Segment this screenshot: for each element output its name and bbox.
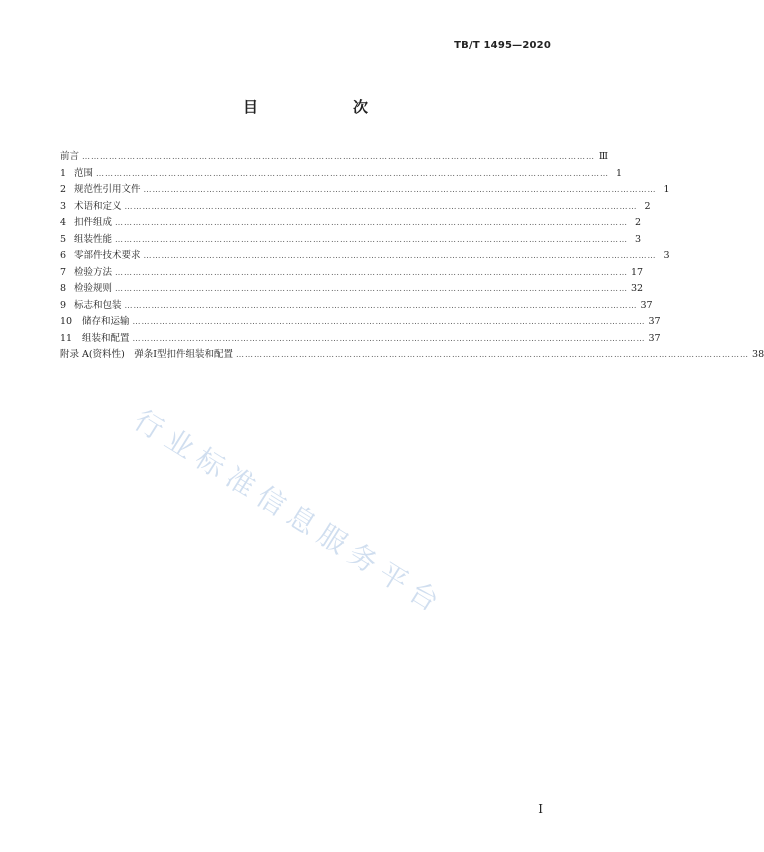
toc-label: 组装和配置 (82, 332, 130, 344)
toc-leader: ……………………………………………………………………………………………………………………………………………………… (115, 267, 629, 277)
toc-leader: ……………………………………………………………………………………………………………………………………………………… (124, 300, 638, 310)
toc-entry-3[interactable] (60, 198, 651, 215)
toc-entry-9[interactable] (60, 297, 653, 314)
page-title: 目 次 (242, 98, 408, 116)
toc-page: 37 (640, 299, 653, 311)
toc-entry-foreword[interactable] (60, 148, 609, 165)
toc-entry-1[interactable] (60, 165, 623, 182)
toc-page: 37 (648, 316, 661, 327)
toc-page: 38 (752, 349, 764, 360)
toc-number: 1 (60, 167, 67, 179)
toc-label: 术语和定义 (74, 200, 122, 212)
toc-page: 3 (663, 250, 670, 261)
toc-number: 8 (60, 283, 67, 294)
toc-leader: ……………………………………………………………………………………………………………………………………………………… (115, 234, 629, 244)
toc-label: 零部件技术要求 (74, 250, 141, 261)
toc-label: 范围 (74, 167, 94, 179)
toc-number: 2 (60, 184, 67, 195)
toc-leader: ……………………………………………………………………………………………………………………………………………………… (124, 201, 638, 211)
toc-label: 储存和运输 (82, 316, 130, 327)
toc-label: 检验规则 (74, 283, 113, 294)
toc-label: 标志和包装 (74, 299, 122, 311)
toc-page: 3 (634, 233, 642, 245)
toc-label: 组装性能 (74, 233, 113, 245)
toc-leader: ……………………………………………………………………………………………………………………………………………………… (143, 185, 657, 194)
toc-number: 7 (60, 266, 67, 278)
toc-page: 2 (634, 217, 642, 228)
toc-label: 检验方法 (74, 266, 113, 278)
toc-number: 4 (60, 217, 67, 228)
toc-page: 1 (663, 184, 670, 195)
toc-page: 1 (615, 167, 623, 179)
toc-entry-2[interactable] (60, 181, 670, 198)
toc-number: 6 (60, 250, 67, 261)
page-number: Ⅰ (538, 802, 543, 816)
table-of-contents (60, 148, 764, 363)
toc-leader: ……………………………………………………………………………………………………………………………………………………… (82, 152, 596, 161)
toc-label: 规范性引用文件 (74, 184, 141, 195)
toc-leader: ……………………………………………………………………………………………………………………………………………………… (96, 168, 610, 178)
toc-entry-8[interactable] (60, 280, 644, 297)
toc-number: 5 (60, 233, 67, 245)
toc-label: 扣件组成 (74, 217, 113, 228)
watermark: 行业标准信息服务平台 (128, 403, 452, 623)
toc-entry-5[interactable] (60, 231, 642, 248)
toc-entry-11[interactable] (60, 330, 661, 347)
toc-entry-6[interactable] (60, 247, 670, 264)
toc-leader: ……………………………………………………………………………………………………………………………………………………… (132, 317, 646, 326)
toc-page: 17 (631, 266, 644, 278)
toc-entry-10[interactable] (60, 313, 661, 330)
standard-code: TB/T 1495—2020 (454, 40, 551, 51)
toc-label: 前言 (60, 151, 80, 162)
toc-leader: ……………………………………………………………………………………………………………………………………………………… (132, 333, 646, 343)
toc-number: 9 (60, 299, 67, 311)
toc-number: 3 (60, 200, 67, 212)
toc-page: Ⅲ (598, 151, 609, 162)
toc-page: 37 (648, 332, 661, 344)
toc-leader: ……………………………………………………………………………………………………………………………………………………… (236, 350, 750, 359)
toc-entry-appendix-a[interactable] (60, 346, 764, 363)
toc-page: 2 (644, 200, 651, 212)
toc-entry-4[interactable] (60, 214, 642, 231)
toc-entry-7[interactable] (60, 264, 644, 281)
toc-label: 附录 A(资料性) 弹条Ⅰ型扣件组装和配置 (60, 349, 234, 360)
toc-number: 10 (60, 316, 73, 327)
toc-leader: ……………………………………………………………………………………………………………………………………………………… (115, 218, 629, 227)
toc-number: 11 (60, 332, 73, 344)
toc-leader: ……………………………………………………………………………………………………………………………………………………… (115, 284, 629, 293)
toc-leader: ……………………………………………………………………………………………………………………………………………………… (143, 251, 657, 260)
toc-page: 32 (631, 283, 644, 294)
